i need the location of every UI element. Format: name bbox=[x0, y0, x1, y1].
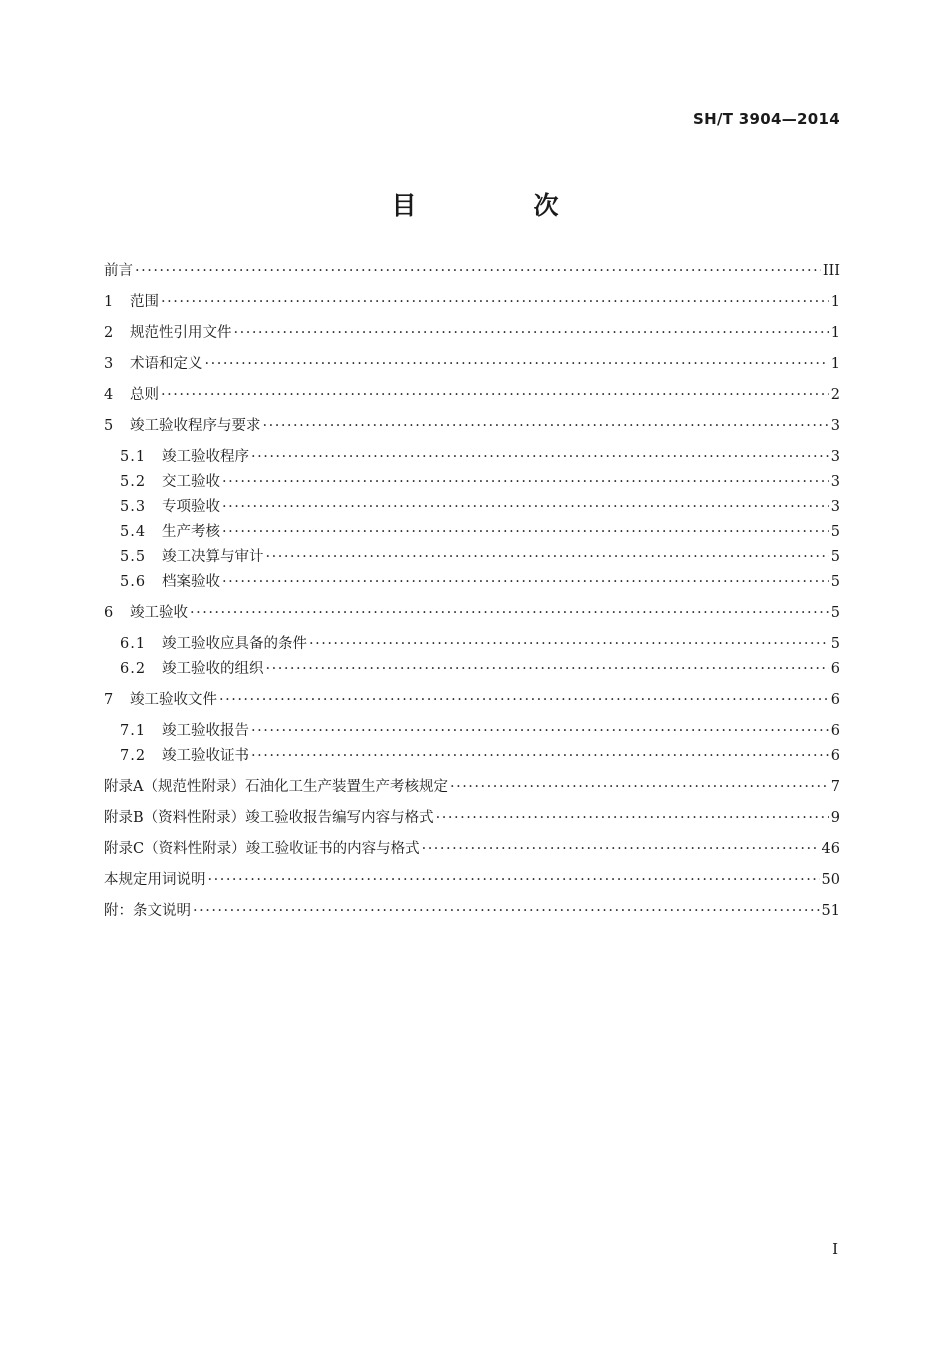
toc-entry-label: 专项验收 bbox=[162, 499, 220, 515]
leader-dots bbox=[208, 870, 820, 890]
toc-entry-label: 总则 bbox=[130, 387, 159, 403]
toc-entry-page: 7 bbox=[830, 779, 840, 795]
toc-entry-7-1[interactable] bbox=[104, 721, 840, 741]
toc-entry-number: 5.6 bbox=[120, 574, 147, 590]
leader-dots bbox=[251, 447, 829, 467]
table-of-contents bbox=[104, 261, 840, 921]
toc-entry-preface[interactable] bbox=[104, 261, 840, 281]
toc-entry-4[interactable] bbox=[104, 385, 840, 405]
toc-entry-label: 规范性引用文件 bbox=[130, 325, 232, 341]
toc-entry-label: 竣工验收文件 bbox=[130, 692, 217, 708]
toc-entry-page: 6 bbox=[830, 661, 840, 677]
toc-entry-7-2[interactable] bbox=[104, 746, 840, 766]
toc-entry-number: 5.1 bbox=[120, 449, 147, 465]
toc-entry-label: 术语和定义 bbox=[130, 356, 203, 372]
page-number: I bbox=[832, 1240, 838, 1258]
leader-dots bbox=[205, 354, 829, 374]
document-code: SH/T 3904—2014 bbox=[693, 110, 840, 128]
toc-entry-6-2[interactable] bbox=[104, 659, 840, 679]
toc-entry-page: 2 bbox=[830, 387, 840, 403]
leader-dots bbox=[266, 547, 829, 567]
toc-entry-page: 1 bbox=[830, 356, 840, 372]
toc-entry-page: 5 bbox=[830, 524, 840, 540]
leader-dots bbox=[219, 690, 829, 710]
leader-dots bbox=[251, 721, 829, 741]
toc-entry-number: 1 bbox=[104, 294, 114, 310]
toc-entry-label: 竣工验收 bbox=[130, 605, 188, 621]
toc-entry-page: 5 bbox=[830, 605, 840, 621]
toc-entry-number: 6.2 bbox=[120, 661, 147, 677]
toc-entry-page: 3 bbox=[830, 418, 840, 434]
toc-entry-label: 附：条文说明 bbox=[104, 903, 191, 919]
toc-entry-appendix-c[interactable] bbox=[104, 839, 840, 859]
toc-entry-label: 附录C（资料性附录）竣工验收证书的内容与格式 bbox=[104, 841, 420, 857]
toc-entry-page: 5 bbox=[830, 574, 840, 590]
toc-entry-5-2[interactable] bbox=[104, 472, 840, 492]
leader-dots bbox=[161, 385, 829, 405]
toc-entry-label: 竣工验收程序 bbox=[162, 449, 249, 465]
toc-entry-1[interactable] bbox=[104, 292, 840, 312]
leader-dots bbox=[251, 746, 829, 766]
toc-entry-number: 7 bbox=[104, 692, 114, 708]
leader-dots bbox=[161, 292, 829, 312]
toc-entry-5-6[interactable] bbox=[104, 572, 840, 592]
toc-entry-label: 附录A（规范性附录）石油化工生产装置生产考核规定 bbox=[104, 779, 448, 795]
toc-entry-number: 6.1 bbox=[120, 636, 147, 652]
toc-entry-2[interactable] bbox=[104, 323, 840, 343]
leader-dots bbox=[422, 839, 820, 859]
leader-dots bbox=[222, 522, 829, 542]
leader-dots bbox=[450, 777, 829, 797]
toc-entry-page: 6 bbox=[830, 692, 840, 708]
toc-entry-appendix-b[interactable] bbox=[104, 808, 840, 828]
toc-entry-page: 6 bbox=[830, 723, 840, 739]
toc-entry-number: 3 bbox=[104, 356, 114, 372]
toc-entry-page: 51 bbox=[821, 903, 840, 919]
toc-entry-page: 1 bbox=[830, 325, 840, 341]
leader-dots bbox=[222, 497, 829, 517]
leader-dots bbox=[222, 572, 829, 592]
toc-entry-number: 5 bbox=[104, 418, 114, 434]
toc-entry-page: 5 bbox=[830, 636, 840, 652]
toc-entry-label: 附录B（资料性附录）竣工验收报告编写内容与格式 bbox=[104, 810, 434, 826]
toc-entry-number: 5.5 bbox=[120, 549, 147, 565]
toc-entry-explanation[interactable] bbox=[104, 901, 840, 921]
leader-dots bbox=[234, 323, 829, 343]
toc-entry-page: 3 bbox=[830, 474, 840, 490]
toc-entry-number: 5.3 bbox=[120, 499, 147, 515]
toc-entry-page: 9 bbox=[830, 810, 840, 826]
toc-entry-label: 本规定用词说明 bbox=[104, 872, 206, 888]
toc-entry-page: 1 bbox=[830, 294, 840, 310]
toc-entry-5-5[interactable] bbox=[104, 547, 840, 567]
toc-entry-page: 5 bbox=[830, 549, 840, 565]
toc-entry-number: 5.2 bbox=[120, 474, 147, 490]
page-title: 目 次 bbox=[391, 191, 605, 220]
toc-entry-appendix-a[interactable] bbox=[104, 777, 840, 797]
toc-entry-5-4[interactable] bbox=[104, 522, 840, 542]
toc-entry-page: III bbox=[822, 263, 840, 279]
leader-dots bbox=[309, 634, 829, 654]
toc-entry-label: 竣工决算与审计 bbox=[162, 549, 264, 565]
toc-entry-label: 竣工验收的组织 bbox=[162, 661, 264, 677]
toc-entry-number: 6 bbox=[104, 605, 114, 621]
leader-dots bbox=[436, 808, 829, 828]
toc-entry-page: 50 bbox=[821, 872, 840, 888]
toc-entry-label: 生产考核 bbox=[162, 524, 220, 540]
leader-dots bbox=[135, 261, 821, 281]
toc-entry-label: 竣工验收应具备的条件 bbox=[162, 636, 307, 652]
toc-entry-label: 交工验收 bbox=[162, 474, 220, 490]
leader-dots bbox=[222, 472, 829, 492]
toc-entry-label: 前言 bbox=[104, 263, 133, 279]
leader-dots bbox=[263, 416, 829, 436]
toc-entry-number: 7.2 bbox=[120, 748, 147, 764]
toc-entry-number: 2 bbox=[104, 325, 114, 341]
toc-entry-label: 范围 bbox=[130, 294, 159, 310]
toc-entry-label: 档案验收 bbox=[162, 574, 220, 590]
toc-entry-5-1[interactable] bbox=[104, 447, 840, 467]
toc-entry-label: 竣工验收报告 bbox=[162, 723, 249, 739]
leader-dots bbox=[266, 659, 829, 679]
toc-entry-number: 7.1 bbox=[120, 723, 147, 739]
toc-entry-3[interactable] bbox=[104, 354, 840, 374]
toc-entry-label: 竣工验收证书 bbox=[162, 748, 249, 764]
leader-dots bbox=[190, 603, 829, 623]
toc-entry-page: 3 bbox=[830, 449, 840, 465]
toc-entry-6[interactable] bbox=[104, 603, 840, 623]
toc-entry-label: 竣工验收程序与要求 bbox=[130, 418, 261, 434]
toc-entry-page: 3 bbox=[830, 499, 840, 515]
toc-entry-wording[interactable] bbox=[104, 870, 840, 890]
toc-entry-number: 5.4 bbox=[120, 524, 147, 540]
toc-entry-7[interactable] bbox=[104, 690, 840, 710]
toc-entry-5-3[interactable] bbox=[104, 497, 840, 517]
toc-entry-page: 46 bbox=[821, 841, 840, 857]
leader-dots bbox=[193, 901, 820, 921]
toc-entry-6-1[interactable] bbox=[104, 634, 840, 654]
toc-entry-5[interactable] bbox=[104, 416, 840, 436]
toc-entry-number: 4 bbox=[104, 387, 114, 403]
toc-entry-page: 6 bbox=[830, 748, 840, 764]
